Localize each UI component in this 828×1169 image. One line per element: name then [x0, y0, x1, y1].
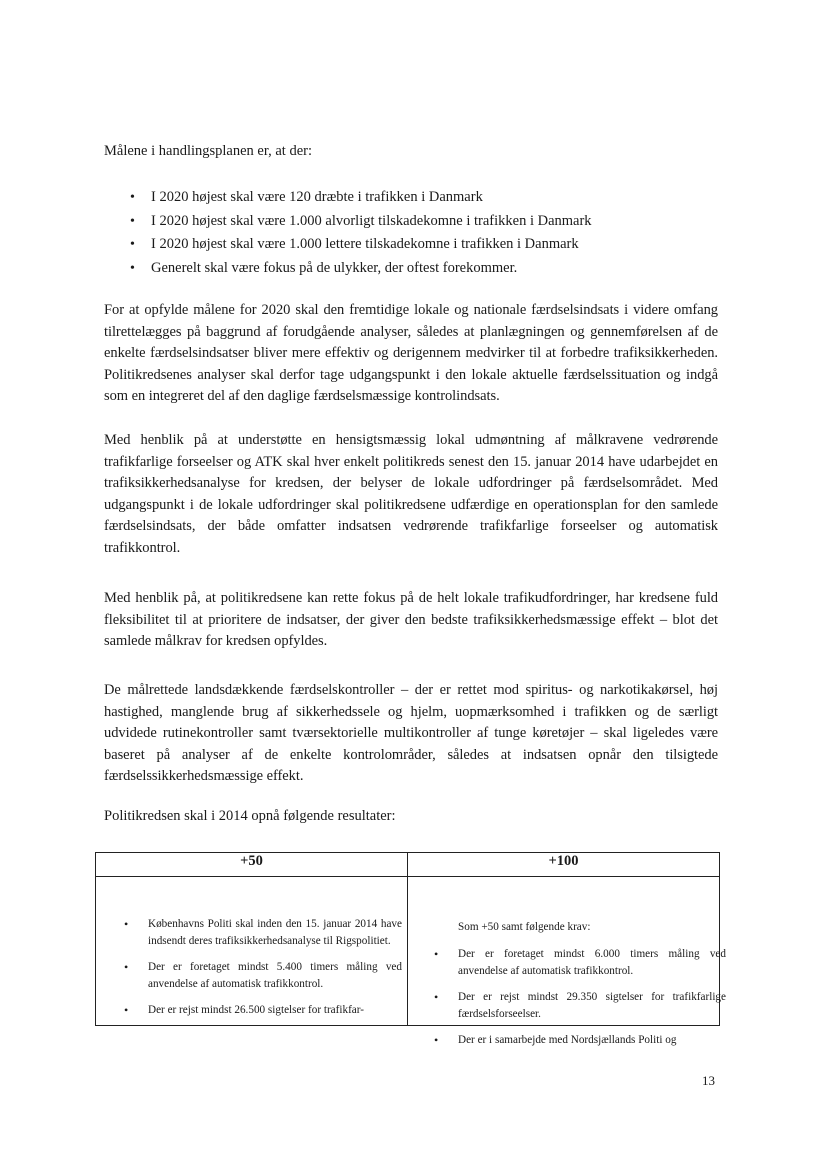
requirement-item: • Der er rejst mindst 29.350 sigtelser for trafikfarlige færdselsforseelser.: [458, 989, 726, 1023]
results-intro: Politikredsen skal i 2014 opnå følgende resultater:: [104, 808, 396, 824]
goal-item: • Generelt skal være fokus på de ulykker, der oftest forekommer.: [130, 257, 592, 281]
goal-item: • I 2020 højest skal være 120 dræbte i trafikken i Danmark: [130, 186, 592, 210]
requirement-item: • Der er i samarbejde med Nordsjællands Politi og: [458, 1032, 726, 1049]
plus50-requirements: [148, 916, 402, 1028]
page-number: 13: [702, 1073, 715, 1088]
results-table: [95, 852, 726, 1046]
requirement-item: • Københavns Politi skal inden den 15. januar 2014 have indsendt deres trafiksikkerhedsanalyse til Rigspolitiet.: [148, 916, 402, 950]
plus100-lead: Som +50 samt følgende krav:: [458, 921, 591, 933]
requirement-item: • Der er foretaget mindst 5.400 timers måling ved anvendelse af automatisk trafikkontrol.: [148, 959, 402, 993]
header-plus100: +100: [408, 853, 720, 877]
goals-intro: Målene i handlingsplanen er, at der:: [104, 143, 312, 159]
requirement-item: • Der er foretaget mindst 6.000 timers måling ved anvendelse af automatisk trafikkontrol.: [458, 946, 726, 980]
goal-item: • I 2020 højest skal være 1.000 lettere tilskadekomne i trafikken i Danmark: [130, 233, 592, 257]
paragraph-controls: De målrettede landsdækkende færdselskontroller – der er rettet mod spiritus- og narkotikakørsel, høj hastighed, manglende brug af sikkerhedssele og hjelm, uopmærksomhed i trafikken og de særligt udvidede rutinekontroller samt tværsektorielle multikontroller af tunge køretøjer – skal ligeledes være baseret på analyser af de enkelte kontrolområder, således at indsatsen opnår den tilsigtede færdselssikkerhedsmæssige effekt.: [104, 682, 718, 785]
paragraph-flexibility: Med henblik på, at politikredsene kan rette fokus på de helt lokale trafikudfordringer, har kredsene fuld fleksibilitet til at prioritere de indsatser, der giver den bedste trafiksikkerhedsmæssige effekt – blot det samlede målkrav for kredsen opfyldes.: [104, 590, 718, 650]
paragraph-analysis: For at opfylde målene for 2020 skal den fremtidige lokale og nationale færdselsindsats i videre omfang tilrettelægges på baggrund af forudgående analyser, således at planlægningen og gennemførelsen af de enkelte færdselsindsatser bliver mere effektiv og derigennem medvirker til at forbedre trafiksikkerheden. Politikredsenes analyser skal derfor tage udgangspunkt i den lokale aktuelle færdselssituation og indgå som en integreret del af den daglige færdselsmæssige kontrolindsats.: [104, 302, 718, 405]
paragraph-operationsplan: Med henblik på at understøtte en hensigtsmæssig lokal udmøntning af målkravene vedrørende trafikfarlige forseelser og ATK skal hver enkelt politikreds senest den 15. januar 2014 have udarbejdet en trafiksikkerhedsanalyse for kredsen, der belyser de lokale udfordringer på færdselsområdet. Med udgangspunkt i de lokale udfordringer skal politikredsene udfærdige en operationsplan for den samlede færdselsindsats, der både omfatter indsatsen vedrørende trafikfarlige forseelser og automatisk trafikkontrol.: [104, 432, 718, 556]
header-plus50: +50: [96, 853, 408, 877]
requirement-item: • Der er rejst mindst 26.500 sigtelser for trafikfar-: [148, 1002, 402, 1019]
cell-plus100: [408, 877, 726, 1046]
cell-plus50: [96, 877, 408, 1026]
goal-item: • I 2020 højest skal være 1.000 alvorligt tilskadekomne i trafikken i Danmark: [130, 210, 592, 234]
goals-list: [130, 186, 592, 280]
plus100-requirements: [458, 946, 726, 1058]
